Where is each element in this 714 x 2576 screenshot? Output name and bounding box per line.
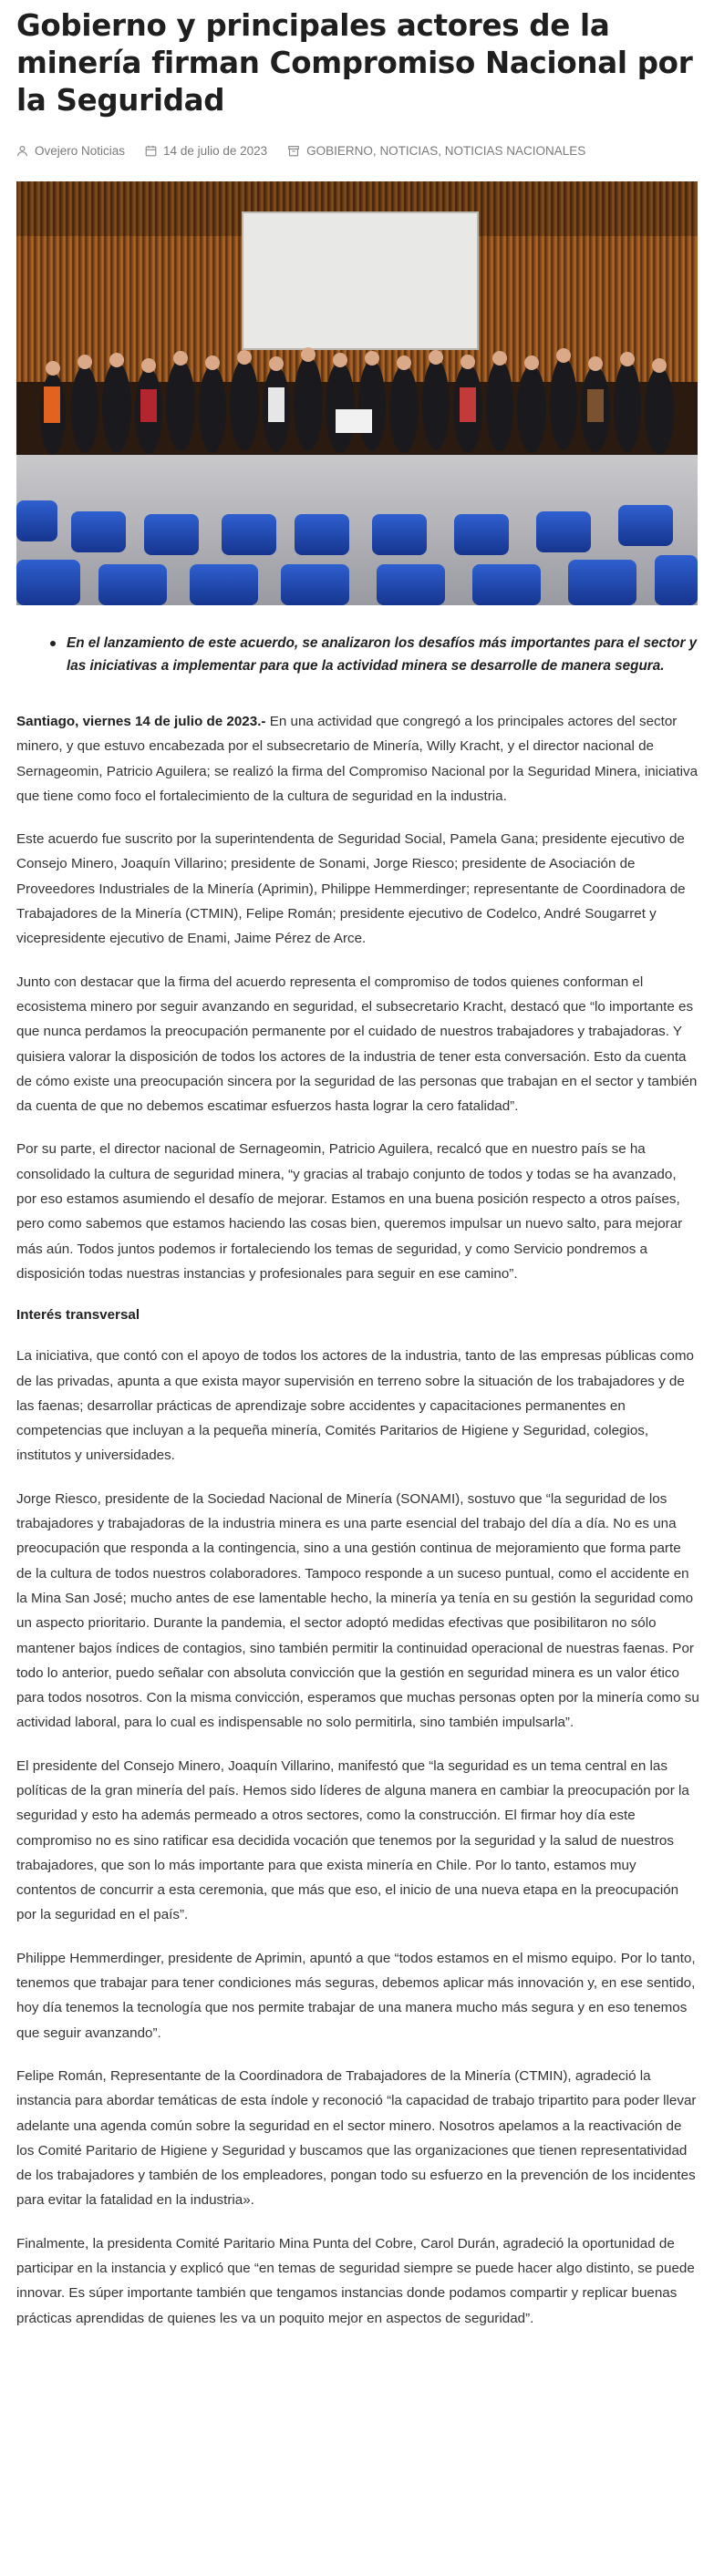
category-link-noticias-nacionales[interactable]: NOTICIAS NACIONALES [444,143,586,158]
category-separator: , [438,143,445,158]
lead-list [16,633,699,677]
article-body [16,709,699,2331]
calendar-icon [145,145,157,157]
subheading: Interés transversal [16,1307,140,1324]
lead-text: En el lanzamiento de este acuerdo, se analizaron los desafíos más importantes para el sector y las iniciativas a implementar para que la actividad minera se desarrolle de manera segura. [67,635,698,674]
category-meta [287,144,585,158]
author-meta [16,144,125,158]
post-date: 14 de julio de 2023 [163,143,268,158]
page-title: Gobierno y principales actores de la minería firman Compromiso Nacional por la Seguridad [16,8,693,118]
dateline: Santiago, viernes 14 de julio de 2023.- [16,714,266,729]
paragraph: Philippe Hemmerdinger, presidente de Aprimin, apuntó a que “todos estamos en el mismo equipo. Por lo tanto, tenemos que trabajar para tener condiciones más seguras, debemos aplicar más innovación y, en ese sentido, hoy día tenemos la tecnología que nos permite trabajar de una manera mucho más segura y en eso tenemos que seguir avanzando”. [16,1950,696,2041]
folder-icon [287,145,300,157]
category-link-noticias[interactable]: NOTICIAS [379,143,439,158]
post-meta [16,141,699,160]
category-separator: , [372,143,380,158]
bullet-icon [50,641,56,646]
paragraph: Felipe Román, Representante de la Coordinadora de Trabajadores de la Minería (CTMIN), agradeció la instancia para abordar temáticas de esta índole y reconoció “la capacidad de trabajo tripartito para poder llevar adelante una agenda común sobre la seguridad en el sector minero. Nosotros apelamos a la reactivación de los Comité Paritario de Higiene y Seguridad y buscamos que las organizaciones que tienen representatividad de los trabajadores y también de los empleadores, pongan todo su esfuerzo en la prevención de los incidentes para evitar la fatalidad en la industria». [16,2067,697,2209]
paragraph: Finalmente, la presidenta Comité Paritario Mina Punta del Cobre, Carol Durán, agradeció la oportunidad de participar en la instancia y explicó que “en temas de seguridad siempre se puede hacer algo distinto, se puede innovar. Es súper importante también que tengamos instancias donde podamos compartir y replicar buenas prácticas aprendidas de quienes les va un poquito mejor en aspectos de seguridad”. [16,2235,695,2326]
paragraph: Por su parte, el director nacional de Sernageomin, Patricio Aguilera, recalcó que en nuestro país se ha consolidado la cultura de seguridad minera, “y gracias al trabajo conjunto de todos y todas se ha avanzado, por eso estamos asumiendo el desafío de mejorar. Estamos en una buena posición respecto a otros países, pero como sabemos que estamos haciendo las cosas bien, queremos impulsar un nuevo salto, para mejorar más aún. Todos juntos podemos ir fortaleciendo los temas de seguridad, y como Servicio pondremos a disposición todas nuestras instancias y profesionales para seguir en ese camino”. [16,1141,683,1282]
category-link-gobierno[interactable]: GOBIERNO [306,143,373,158]
date-meta [145,144,267,158]
paragraph: El presidente del Consejo Minero, Joaquín Villarino, manifestó que “la seguridad es un tema central en las políticas de la gran minería del país. Hemos sido líderes de alguna manera en cambiar la preocupación por la seguridad y esto ha además permeado a otros sectores, como la construcción. El firmar hoy día este compromiso no es sino ratificar esa decidida vocación que tenemos por la seguridad y la salud de nuestros trabajadores, que son lo más importante para que exista minería en Chile. Por lo tanto, estamos muy contentos de concurrir a esta ceremonia, que más que eso, el inicio de una nueva etapa en la preocupación por la seguridad en el país”. [16,1757,689,1923]
paragraph: Este acuerdo fue suscrito por la superintendenta de Seguridad Social, Pamela Gana; presidente ejecutivo de Consejo Minero, Joaquín Villarino; presidente de Sonami, Jorge Riesco; presidente de Asociación de Proveedores Industriales de la Minería (Aprimin), Philippe Hemmerdinger; representante de Coordinadora de Trabajadores de la Minería (CTMIN), Felipe Román; presidente ejecutivo de Codelco, André Sougarret y vicepresidente ejecutivo de Enami, Jaime Pérez de Arce. [16,831,686,947]
paragraph: Jorge Riesco, presidente de la Sociedad Nacional de Minería (SONAMI), sostuvo que “la seguridad de los trabajadores y trabajadoras de la industria minera es una parte esencial del trabajo del día a día. No es una preocupación que responda a la contingencia, sino a una gestión continua de mejoramiento que forma parte de la cultura de todos nuestros colaboradores. Tampoco responde a un suceso puntual, como el accidente en la Mina San José; mucho antes de ese lamentable hecho, la minería ya tenía en su gestión la seguridad como un aspecto prioritario. Durante la pandemia, el sector adoptó medidas efectivas que posibilitaron no sólo mantener bajos índices de contagios, sino también permitir la continuidad operacional de nuestras faenas. Por todo lo anterior, puedo señalar con absoluta convicción que la gestión en seguridad minera es un valor ético para todos nosotros. Con la misma convicción, esperamos que muchas personas opten por la minería como su actividad laboral, para lo cual es indispensable no solo permitirla, sino también impulsarla”. [16,1490,699,1731]
featured-photo [16,181,698,605]
article [0,7,714,2331]
paragraph-text: En una actividad que congregó a los principales actores del sector minero, y que estuvo encabezada por el subsecretario de Minería, Willy Kracht, y el director nacional de Sernageomin, Patricio Aguilera; se realizó la firma del Compromiso Nacional por la Seguridad Minera, iniciativa que tiene como foco el fortalecimiento de la cultura de seguridad en la industria. [16,714,698,804]
paragraph: La iniciativa, que contó con el apoyo de todos los actores de la industria, tanto de las empresas públicas como de las privadas, apunta a que exista mayor supervisión en terreno sobre la situación de los trabajadores y de las faenas; desarrollar prácticas de aprendizaje sobre accidentes y capacitaciones permanentes en competencias que incluyan a la pequeña minería, Comités Paritarios de Higiene y Seguridad, colegios, institutos y universidades. [16,1348,694,1464]
user-icon [16,145,28,157]
paragraph [16,709,699,809]
author-link[interactable]: Ovejero Noticias [35,143,126,158]
paragraph: Junto con destacar que la firma del acuerdo representa el compromiso de todos quienes conforman el ecosistema minero por seguir avanzando en seguridad, el subsecretario Kracht, destacó que “lo importante es que nunca perdamos la preocupación permanente por el cuidado de nuestros trabajadores y trabajadoras. Y quisiera valorar la disposición de todos los actores de la industria de tener esta conversación. Esto da cuenta de cómo existe una preocupación sincera por la seguridad de las personas que trabajan en el sector y también da cuenta de que no debemos escatimar esfuerzos hasta lograr la cero fatalidad”. [16,974,698,1115]
